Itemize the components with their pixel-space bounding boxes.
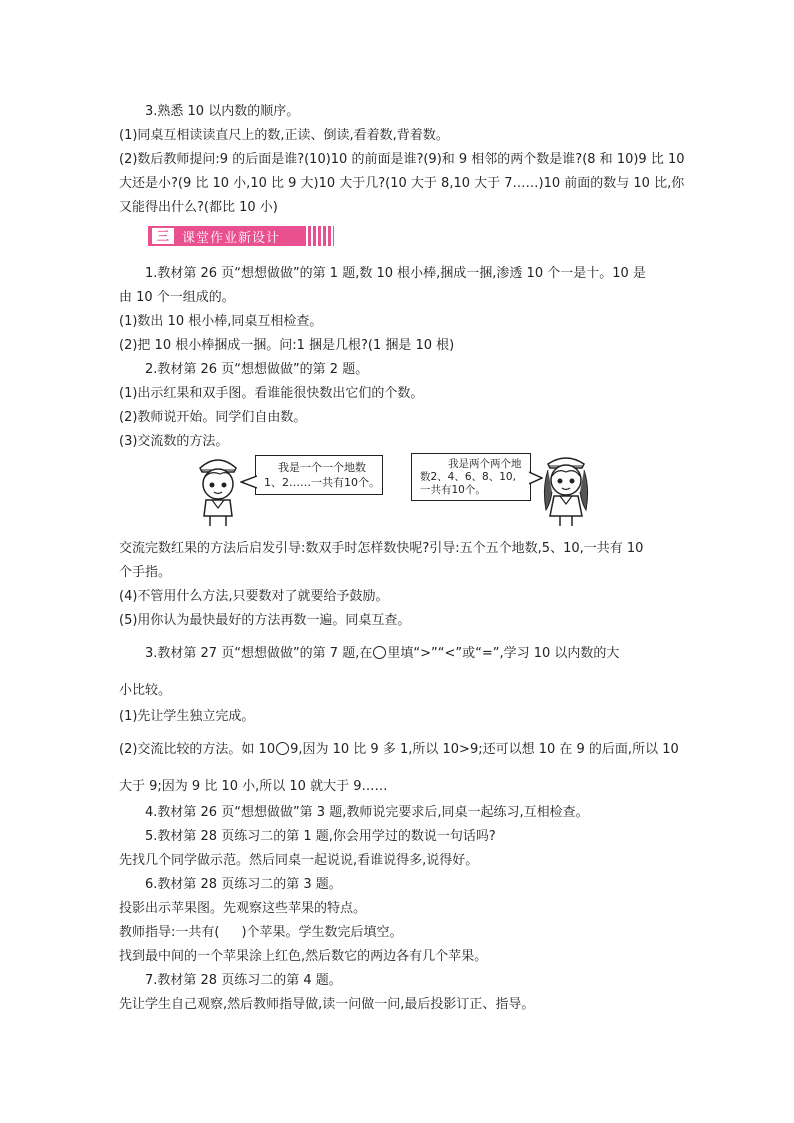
text-line: 大于 9;因为 9 比 10 小,所以 10 就大于 9……	[119, 779, 388, 794]
blank-circle-icon	[373, 646, 386, 659]
speech-bubble-right	[411, 453, 531, 501]
text-line: 2.教材第 26 页“想想做做”的第 2 题。	[145, 362, 369, 377]
text-line	[145, 645, 715, 663]
bubble-tail-icon	[240, 474, 257, 490]
text-line: 先让学生自己观察,然后教师指导做,读一问做一问,最后投影订正、指导。	[119, 997, 535, 1012]
girl-cartoon-icon	[536, 448, 596, 528]
text-segment: (2)交流比较的方法。如 10	[119, 742, 276, 757]
text-line: 又能得出什么?(都比 10 小)	[119, 200, 278, 215]
text-line: (1)出示红果和双手图。看谁能很快数出它们的个数。	[119, 386, 424, 401]
section-number: 三	[152, 228, 174, 244]
text-line: 投影出示苹果图。先观察这些苹果的特点。	[119, 901, 367, 916]
text-segment: 教师指导:一共有(	[119, 925, 220, 940]
section-title: 课堂作业新设计	[182, 230, 281, 246]
text-line: (2)数后教师提问:9 的后面是谁?(10)10 的前面是谁?(9)和 9 相邻的两个数是谁?(8 和 10)9 比 10	[119, 152, 685, 167]
text-segment: 3.教材第 27 页“想想做做”的第 7 题,在	[145, 646, 373, 661]
section-header	[148, 226, 334, 246]
text-line: 4.教材第 26 页“想想做做”第 3 题,教师说完要求后,同桌一起练习,互相检查。	[145, 805, 589, 820]
text-line: (2)教师说开始。同学们自由数。	[119, 410, 307, 425]
text-line: 7.教材第 28 页练习二的第 4 题。	[145, 973, 342, 988]
text-line: 3.熟悉 10 以内数的顺序。	[145, 104, 300, 119]
bubble-text: 我是两个两个地	[448, 458, 522, 470]
text-line: 大还是小?(9 比 10 小,10 比 9 大)10 大于几?(10 大于 8,10 大于 7……)10 前面的数与 10 比,你	[119, 176, 685, 191]
text-line	[119, 741, 689, 759]
bubble-text: 数2、4、6、8、10,	[420, 471, 516, 483]
text-line: (1)数出 10 根小棒,同桌互相检查。	[119, 314, 323, 329]
boy-cartoon-icon	[190, 450, 246, 528]
text-line: 个手指。	[119, 565, 172, 580]
text-line: 6.教材第 28 页练习二的第 3 题。	[145, 877, 342, 892]
text-line: 找到最中间的一个苹果涂上红色,然后数它的两边各有几个苹果。	[119, 949, 488, 964]
text-line: 1.教材第 26 页“想想做做”的第 1 题,数 10 根小棒,捆成一捆,渗透 10 个一是十。10 是	[145, 266, 646, 281]
text-line	[119, 924, 689, 942]
text-line: (2)把 10 根小棒捆成一捆。问:1 捆是几根?(1 捆是 10 根)	[119, 338, 455, 353]
text-segment: )个苹果。学生数完后填空。	[241, 925, 403, 940]
text-line: 交流完数红果的方法后启发引导:数双手时怎样数快呢?引导:五个五个地数,5、10,一共有 10	[119, 541, 644, 556]
text-segment: 9,因为 10 比 9 多 1,所以 10>9;还可以想 10 在 9 的后面,所以 10	[290, 742, 679, 757]
text-line: 小比较。	[119, 683, 172, 698]
header-stripes	[306, 226, 334, 246]
text-line: (3)交流数的方法。	[119, 434, 229, 449]
text-line: (1)同桌互相读读直尺上的数,正读、倒读,看着数,背着数。	[119, 128, 449, 143]
text-line: 先找几个同学做示范。然后同桌一起说说,看谁说得多,说得好。	[119, 853, 479, 868]
bubble-text: 一共有10个。	[420, 484, 486, 496]
text-line: 5.教材第 28 页练习二的第 1 题,你会用学过的数说一句话吗?	[145, 829, 496, 844]
text-segment: 里填“>”“<”或“=”,学习 10 以内数的大	[387, 646, 620, 661]
text-line: (1)先让学生独立完成。	[119, 709, 255, 724]
text-line: (4)不管用什么方法,只要数对了就要给予鼓励。	[119, 589, 389, 604]
text-line: (5)用你认为最快最好的方法再数一遍。同桌互查。	[119, 613, 411, 628]
bubble-text: 我是一个一个地数	[278, 461, 366, 474]
blank-circle-icon	[276, 742, 289, 755]
speech-bubble-left	[255, 455, 383, 495]
text-line: 由 10 个一组成的。	[119, 290, 235, 305]
bubble-text: 1、2……一共有10个。	[264, 476, 380, 489]
